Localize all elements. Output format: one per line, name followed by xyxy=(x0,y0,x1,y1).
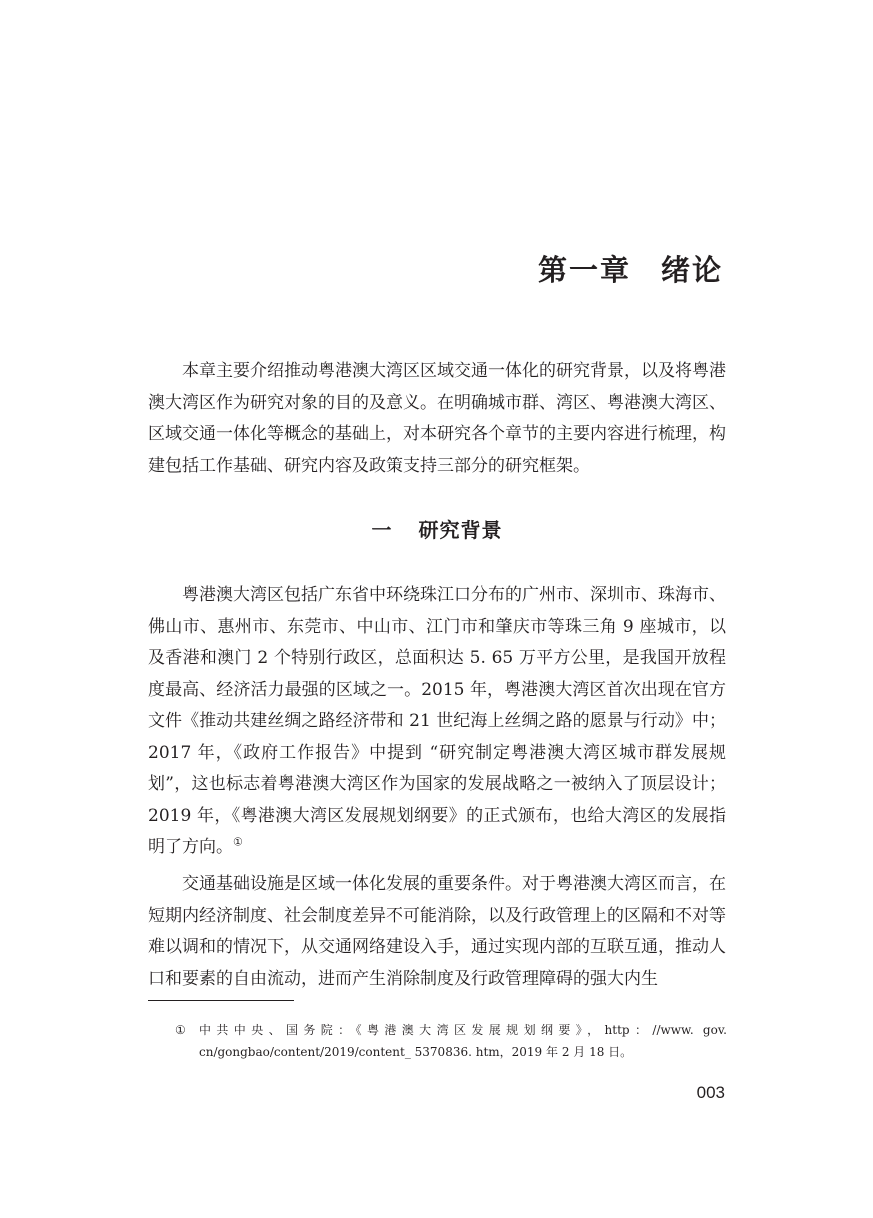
footnote-number: ① xyxy=(175,1023,186,1037)
body-paragraph-1 xyxy=(148,580,726,864)
section-number: 一 xyxy=(371,518,393,542)
footnote xyxy=(175,1019,727,1063)
page-number: 003 xyxy=(696,1083,725,1102)
section-name: 研究背景 xyxy=(418,518,503,542)
footnote-reference[interactable]: ① xyxy=(233,835,243,849)
footnote-text: 中共中央、国务院：《粤港澳大湾区发展规划纲要》，http：//www. gov. cn/gongbao/content/2019/content_ 5370836. htm，2019 年 2 月 18 日。 xyxy=(199,1023,727,1059)
body-paragraph-1-text: 粤港澳大湾区包括广东省中环绕珠江口分布的广州市、深圳市、珠海市、佛山市、惠州市、东莞市、中山市、江门市和肇庆市等珠三角 9 座城市，以及香港和澳门 2 个特别行政区，总面积达 5. 65 万平方公里，是我国开放程度最高、经济活力最强的区域之一。2015 年，粤港澳大湾区首次出现在官方文件《推动共建丝绸之路经济带和 21 世纪海上丝绸之路的愿景与行动》中；2017 年，《政府工作报告》中提到 “研究制定粤港澳大湾区城市群发展规划”，这也标志着粤港澳大湾区作为国家的发展战略之一被纳入了顶层设计；2019 年，《粤港澳大湾区发展规划纲要》的正式颁布，也给大湾区的发展指明了方向。 xyxy=(148,585,726,857)
footnote-divider xyxy=(148,1000,294,1001)
chapter-intro-paragraph: 本章主要介绍推动粤港澳大湾区区域交通一体化的研究背景，以及将粤港澳大湾区作为研究对象的目的及意义。在明确城市群、湾区、粤港澳大湾区、区域交通一体化等概念的基础上，对本研究各个章节的主要内容进行梳理，构建包括工作基础、研究内容及政策支持三部分的研究框架。 xyxy=(148,361,726,476)
body-paragraph-2: 交通基础设施是区域一体化发展的重要条件。对于粤港澳大湾区而言，在短期内经济制度、社会制度差异不可能消除，以及行政管理上的区隔和不对等难以调和的情况下，从交通网络建设入手，通过实现内部的互联互通，推动人口和要素的自由流动，进而产生消除制度及行政管理障碍的强大内生 xyxy=(148,874,726,989)
section-heading xyxy=(148,514,726,543)
chapter-title xyxy=(538,248,723,289)
chapter-number: 第一章 xyxy=(537,253,631,287)
chapter-name: 绪论 xyxy=(660,253,723,287)
